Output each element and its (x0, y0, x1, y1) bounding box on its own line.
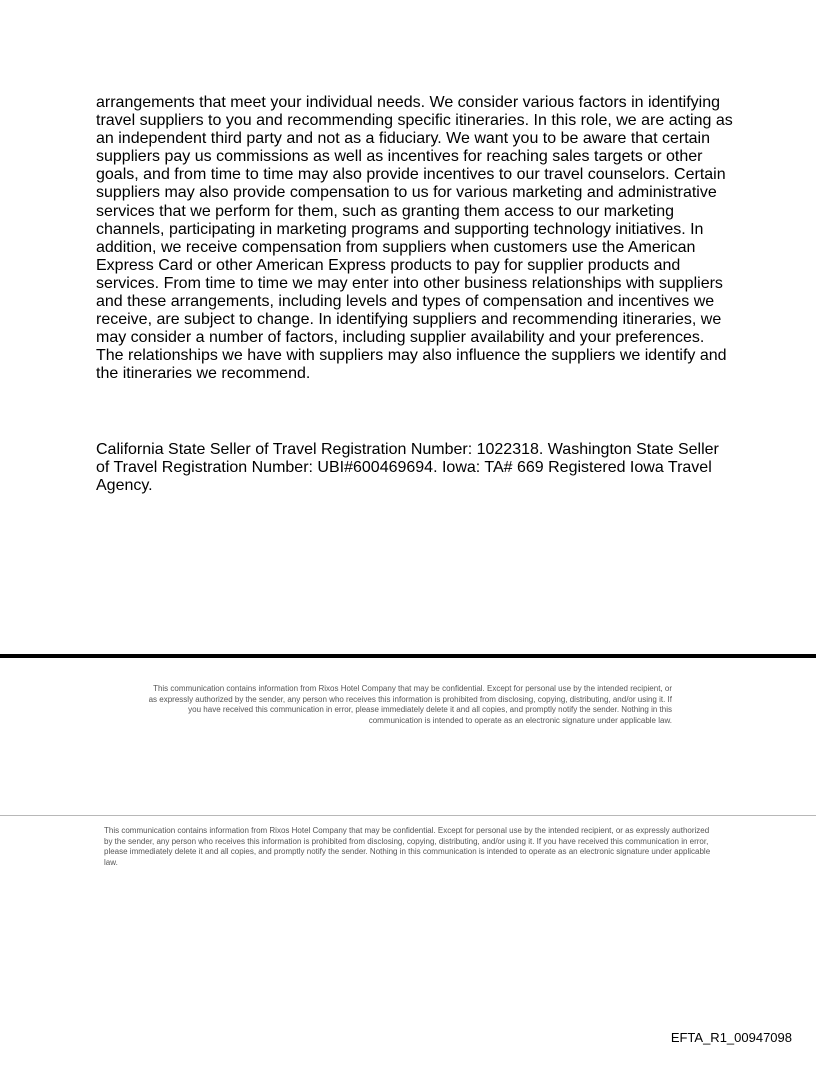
footer-divider-thick (0, 654, 816, 658)
supplier-relationships-paragraph: arrangements that meet your individual needs. We consider various factors in identifying travel suppliers to you and recommending specific itineraries. In this role, we are acting as an independent third party and not as a fiduciary. We want you to be aware that certain suppliers pay us commissions as well as incentives for reaching sales targets or other goals, and from time to time may also provide incentives to our travel counselors. Certain suppliers may also provide compensation to us for various marketing and administrative services that we perform for them, such as granting them access to our marketing channels, participating in marketing programs and supporting technology initiatives. In addition, we receive compensation from suppliers when customers use the American Express Card or other American Express products to pay for supplier products and services. From time to time we may enter into other business relationships with suppliers and these arrangements, including levels and types of compensation and incentives we receive, are subject to change. In identifying suppliers and recommending itineraries, we may consider a number of factors, including supplier availability and your preferences. The relationships we have with suppliers may also influence the suppliers we identify and the itineraries we recommend. (96, 94, 733, 383)
confidentiality-disclaimer-left-aligned: This communication contains information from Rixos Hotel Company that may be confidential. Except for personal use by the intended recipient, or as expressly authorized by the sender, any person who receives this information is prohibited from disclosing, copying, distributing, and/or using it. If you have received this communication in error, please immediately delete it and all copies, and promptly notify the sender. Nothing in this communication is intended to operate as an electronic signature under applicable law. (104, 826, 711, 867)
document-id-stamp: EFTA_R1_00947098 (670, 1030, 792, 1045)
footer-divider-thin (0, 815, 816, 816)
confidentiality-disclaimer-right-aligned: This communication contains information from Rixos Hotel Company that may be confidential. Except for personal use by the intended recipient, or as expressly authorized by the sender, any person who receives this information is prohibited from disclosing, copying, distributing, and/or using it. If you have received this communication in error, please immediately delete it and all copies, and promptly notify the sender. Nothing in this communication is intended to operate as an electronic signature under applicable law. (148, 684, 672, 725)
seller-of-travel-registration-paragraph: California State Seller of Travel Registration Number: 1022318. Washington State Seller of Travel Registration Number: UBI#600469694. Iowa: TA# 669 Registered Iowa Travel Agency. (96, 441, 719, 495)
